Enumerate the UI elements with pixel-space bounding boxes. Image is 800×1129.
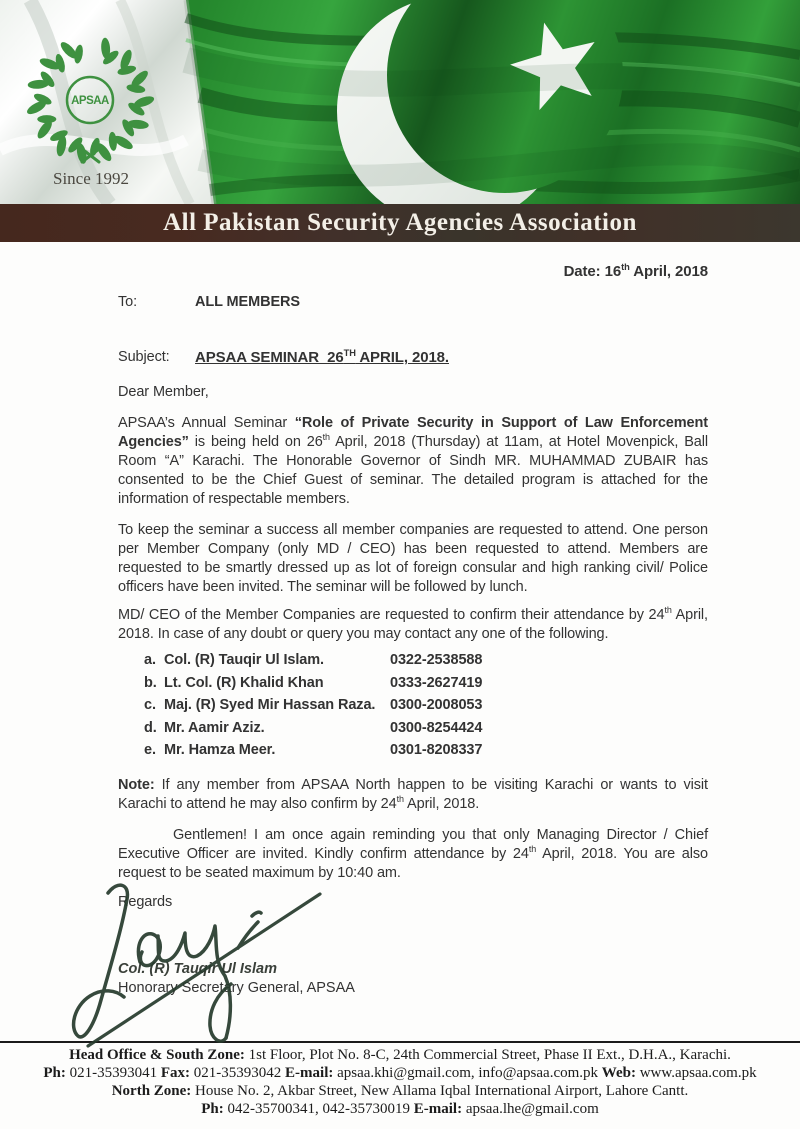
closing-paragraph: Gentlemen! I am once again reminding you that only Managing Director / Chief Executive Officer are invited. Kindly confirm attendance by 24th April, 2018. You are also request to be seated maximum by 10:40 am. — [118, 826, 709, 881]
salutation: Dear Member, — [118, 384, 209, 400]
contact-letter: e. — [144, 742, 156, 758]
signatory-name: Col. (R) Tauqir Ul Islam — [118, 961, 277, 977]
signatory-title: Honorary Secretary General, APSAA — [118, 980, 355, 996]
signatory-block — [118, 960, 355, 998]
to-row — [118, 293, 708, 312]
contact-list — [144, 651, 708, 764]
paragraph-3: MD/ CEO of the Member Companies are requested to confirm their attendance by 24th April, 2018. In case of any doubt or query you may contact any one of the following. — [118, 605, 708, 642]
contact-name: Col. (R) Tauqir Ul Islam. — [164, 652, 324, 668]
contact-name: Mr. Aamir Aziz. — [164, 719, 265, 736]
org-title: All Pakistan Security Agencies Association — [163, 209, 637, 236]
contact-name: Maj. (R) Syed Mir Hassan Raza. — [164, 697, 376, 713]
footer-line-1: Head Office & South Zone: 1st Floor, Plot No. 8-C, 24th Commercial Street, Phase II Ext., D.H.A., Karachi. — [69, 1047, 731, 1063]
contact-phone: 0333-2627419 — [390, 674, 483, 691]
letter-body — [118, 242, 708, 926]
contact-letter: d. — [144, 719, 157, 736]
to-label: To: — [118, 294, 138, 310]
contact-row — [144, 741, 708, 764]
logo-acronym: APSAA — [71, 95, 109, 107]
paragraph-2: To keep the seminar a success all member companies are requested to attend. One person per Member Company (only MD / CEO) has been requested to attend. Members are requested to be smartly dressed up as lot of foreign consular and high ranking civil/ Police officers have been invited. The seminar will be followed by lunch. — [118, 522, 708, 595]
contact-phone: 0300-2008053 — [390, 697, 483, 713]
contact-row — [144, 674, 708, 697]
logo-since-text: Since 1992 — [52, 169, 130, 188]
contact-row — [144, 719, 708, 742]
contact-phone: 0300-8254424 — [390, 719, 483, 736]
contact-name: Mr. Hamza Meer. — [164, 742, 276, 758]
note-paragraph: Note: If any member from APSAA North happen to be visiting Karachi or wants to visit Karachi to attend he may also confirm by 24th April, 2018. — [118, 776, 708, 812]
footer-line-3: North Zone: House No. 2, Akbar Street, New Allama Iqbal International Airport, Lahore Cantt. — [111, 1083, 689, 1099]
contact-name: Lt. Col. (R) Khalid Khan — [164, 674, 324, 691]
footer-line-4: Ph: 042-35700341, 042-35730019 E-mail: apsaa.lhe@gmail.com — [201, 1101, 599, 1117]
footer-line-2: Ph: 021-35393041 Fax: 021-35393042 E-mail: apsaa.khi@gmail.com, info@apsaa.com.pk Web: www.apsaa.com.pk — [43, 1065, 757, 1081]
subject-label: Subject: — [118, 349, 170, 365]
subject-value: APSAA SEMINAR 26TH APRIL, 2018. — [195, 348, 449, 366]
regards: Regards — [118, 893, 173, 910]
pakistan-flag-artwork — [0, 0, 800, 204]
subject-row — [118, 348, 708, 367]
contact-phone: 0322-2538588 — [390, 652, 483, 668]
paragraph-1: APSAA’s Annual Seminar “Role of Private Security in Support of Law Enforcement Agencies” is being held on 26th April, 2018 (Thursday) at 11am, at Hotel Movenpick, Ball Room “A” Karachi. The Honorable Governor of Sindh MR. MUHAMMAD ZUBAIR has consented to be the Chief Guest of seminar. The detailed program is attached for the information of respectable members. — [118, 415, 708, 507]
contact-row — [144, 651, 708, 674]
contact-row — [144, 696, 708, 719]
flag-header — [0, 0, 800, 204]
contact-letter: a. — [144, 652, 156, 668]
banner — [0, 204, 800, 242]
contact-phone: 0301-8208337 — [390, 742, 483, 758]
contact-letter: c. — [144, 697, 156, 713]
to-value: ALL MEMBERS — [195, 294, 300, 310]
footer — [0, 1041, 800, 1118]
contact-letter: b. — [144, 674, 157, 691]
date-line: Date: 16th April, 2018 — [563, 262, 708, 280]
